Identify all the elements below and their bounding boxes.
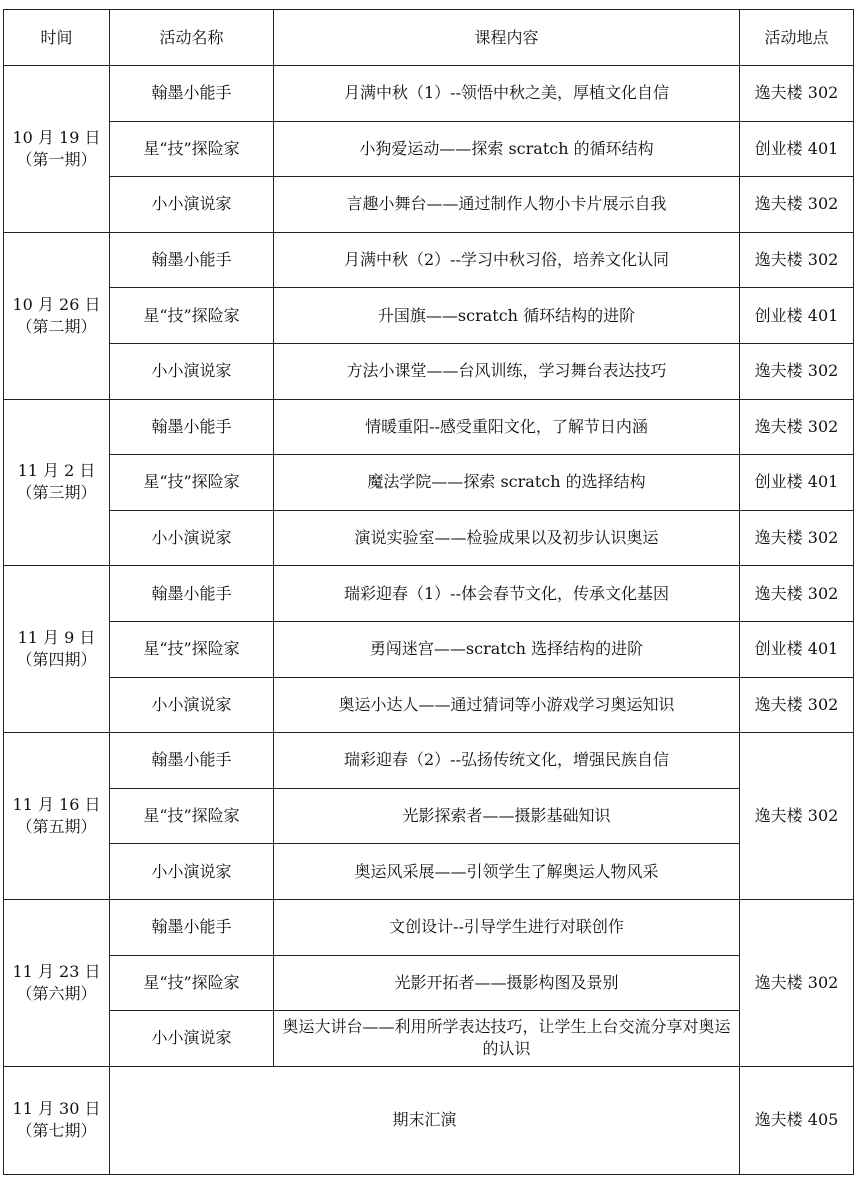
session-period: （第一期） xyxy=(16,149,97,169)
table-row xyxy=(4,677,854,733)
activity-name: 星“技”探险家 xyxy=(110,455,274,511)
activity-name: 小小演说家 xyxy=(110,677,274,733)
table-row xyxy=(4,955,854,1011)
header-location: 活动地点 xyxy=(740,10,854,66)
location: 逸夫楼 302 xyxy=(740,566,854,622)
session-date: 11 月 2 日 xyxy=(17,461,96,481)
location: 逸夫楼 405 xyxy=(740,1066,854,1174)
activity-schedule-table xyxy=(3,9,854,1175)
activity-name: 小小演说家 xyxy=(110,177,274,233)
location: 逸夫楼 302 xyxy=(740,899,854,1066)
session-period: （第二期） xyxy=(16,316,97,336)
course-content: 月满中秋（2）--学习中秋习俗，培养文化认同 xyxy=(274,232,740,288)
course-content: 演说实验室——检验成果以及初步认识奥运 xyxy=(274,510,740,566)
activity-name: 翰墨小能手 xyxy=(110,399,274,455)
activity-name: 星“技”探险家 xyxy=(110,788,274,844)
course-content: 瑞彩迎春（2）--弘扬传统文化，增强民族自信 xyxy=(274,733,740,789)
table-row xyxy=(4,899,854,955)
table-row xyxy=(4,844,854,900)
table-row-final xyxy=(4,1066,854,1174)
session-date-cell xyxy=(4,399,110,566)
activity-name: 小小演说家 xyxy=(110,844,274,900)
activity-name: 小小演说家 xyxy=(110,1011,274,1067)
activity-name: 星“技”探险家 xyxy=(110,955,274,1011)
table-row xyxy=(4,566,854,622)
session-date-cell xyxy=(4,1066,110,1174)
course-content: 方法小课堂——台风训练，学习舞台表达技巧 xyxy=(274,343,740,399)
location: 创业楼 401 xyxy=(740,288,854,344)
session-date-cell xyxy=(4,899,110,1066)
session-date: 11 月 23 日 xyxy=(12,961,101,981)
course-content: 奥运小达人——通过猜词等小游戏学习奥运知识 xyxy=(274,677,740,733)
activity-name: 翰墨小能手 xyxy=(110,733,274,789)
table-row xyxy=(4,455,854,511)
activity-name: 星“技”探险家 xyxy=(110,288,274,344)
location: 逸夫楼 302 xyxy=(740,177,854,233)
location: 创业楼 401 xyxy=(740,621,854,677)
table-row xyxy=(4,510,854,566)
location: 逸夫楼 302 xyxy=(740,733,854,900)
course-content: 奥运风采展——引领学生了解奥运人物风采 xyxy=(274,844,740,900)
course-content: 月满中秋（1）--领悟中秋之美，厚植文化自信 xyxy=(274,66,740,122)
session-date: 11 月 30 日 xyxy=(12,1099,101,1119)
location: 逸夫楼 302 xyxy=(740,399,854,455)
table-row xyxy=(4,343,854,399)
activity-name: 翰墨小能手 xyxy=(110,232,274,288)
activity-name: 小小演说家 xyxy=(110,510,274,566)
course-content: 升国旗——scratch 循环结构的进阶 xyxy=(274,288,740,344)
table-row xyxy=(4,121,854,177)
activity-name: 翰墨小能手 xyxy=(110,899,274,955)
header-time: 时间 xyxy=(4,10,110,66)
activity-name: 翰墨小能手 xyxy=(110,566,274,622)
session-date: 10 月 26 日 xyxy=(12,294,101,314)
session-date-cell xyxy=(4,66,110,233)
activity-name: 星“技”探险家 xyxy=(110,621,274,677)
table-row xyxy=(4,733,854,789)
location: 逸夫楼 302 xyxy=(740,510,854,566)
session-period: （第四期） xyxy=(16,650,97,670)
course-content: 光影开拓者——摄影构图及景别 xyxy=(274,955,740,1011)
table-row xyxy=(4,66,854,122)
course-content: 瑞彩迎春（1）--体会春节文化，传承文化基因 xyxy=(274,566,740,622)
session-period: （第三期） xyxy=(16,483,97,503)
location: 逸夫楼 302 xyxy=(740,343,854,399)
activity-name: 翰墨小能手 xyxy=(110,66,274,122)
course-content: 文创设计--引导学生进行对联创作 xyxy=(274,899,740,955)
location: 逸夫楼 302 xyxy=(740,232,854,288)
course-content: 情暖重阳--感受重阳文化，了解节日内涵 xyxy=(274,399,740,455)
session-period: （第六期） xyxy=(16,983,97,1003)
location: 创业楼 401 xyxy=(740,455,854,511)
table-row xyxy=(4,621,854,677)
course-content: 小狗爱运动——探索 scratch 的循环结构 xyxy=(274,121,740,177)
course-content: 勇闯迷宫——scratch 选择结构的进阶 xyxy=(274,621,740,677)
session-date-cell xyxy=(4,733,110,900)
table-row xyxy=(4,232,854,288)
session-period: （第七期） xyxy=(16,1121,97,1141)
session-date-cell xyxy=(4,566,110,733)
location: 逸夫楼 302 xyxy=(740,677,854,733)
table-row xyxy=(4,788,854,844)
course-content: 光影探索者——摄影基础知识 xyxy=(274,788,740,844)
header-activity-name: 活动名称 xyxy=(110,10,274,66)
location: 逸夫楼 302 xyxy=(740,66,854,122)
course-content: 魔法学院——探索 scratch 的选择结构 xyxy=(274,455,740,511)
course-content: 奥运大讲台——利用所学表达技巧，让学生上台交流分享对奥运的认识 xyxy=(274,1011,740,1067)
session-period: （第五期） xyxy=(16,817,97,837)
table-row xyxy=(4,288,854,344)
activity-name: 星“技”探险家 xyxy=(110,121,274,177)
table-row xyxy=(4,1011,854,1067)
session-date: 11 月 9 日 xyxy=(17,628,96,648)
course-content: 言趣小舞台——通过制作人物小卡片展示自我 xyxy=(274,177,740,233)
session-date-cell xyxy=(4,232,110,399)
session-date: 11 月 16 日 xyxy=(12,795,101,815)
header-course-content: 课程内容 xyxy=(274,10,740,66)
final-performance: 期末汇演 xyxy=(110,1066,740,1174)
activity-name: 小小演说家 xyxy=(110,343,274,399)
table-row xyxy=(4,177,854,233)
session-date: 10 月 19 日 xyxy=(12,127,101,147)
location: 创业楼 401 xyxy=(740,121,854,177)
header-row xyxy=(4,10,854,66)
table-row xyxy=(4,399,854,455)
